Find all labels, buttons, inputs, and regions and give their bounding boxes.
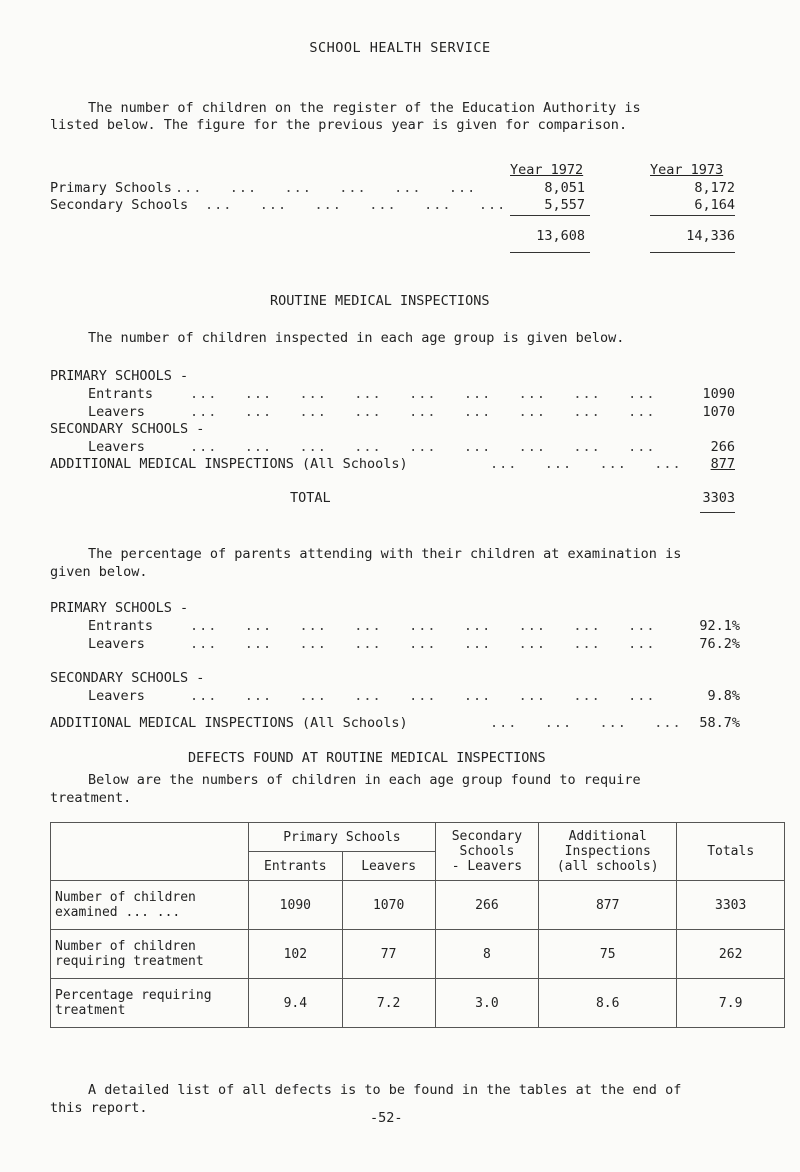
table-row [51, 979, 785, 1028]
leader-dots: ... ... ... ... [490, 456, 682, 472]
parents-intro-line-2: given below. [50, 564, 148, 580]
page-number: -52- [370, 1110, 403, 1126]
header-primary: Primary Schools [249, 823, 436, 852]
parents-sec-leavers-value: 9.8% [707, 688, 740, 704]
footer-line-2: this report. [50, 1100, 148, 1116]
inspections-primary-heading: PRIMARY SCHOOLS - [50, 368, 189, 384]
register-value-1973: 6,164 [694, 197, 735, 213]
register-value-1973: 8,172 [694, 180, 735, 196]
register-row-label: Secondary Schools [50, 197, 189, 213]
leader-dots: ... ... ... ... ... ... ... ... ... [190, 618, 656, 634]
inspections-leavers-label: Leavers [88, 404, 145, 420]
leader-dots: ... ... ... ... ... ... ... ... ... [190, 688, 656, 704]
register-total-1972: 13,608 [536, 228, 585, 244]
register-col-1972: Year 1972 [510, 162, 584, 178]
header-additional: Additional Inspections (all schools) [539, 823, 677, 881]
parents-leavers-label: Leavers [88, 636, 145, 652]
leader-dots: ... ... ... ... ... ... ... ... ... [190, 404, 656, 420]
cell-secondary: 266 [435, 881, 538, 930]
register-rule-bottom-1972 [510, 252, 590, 253]
table-row [51, 881, 785, 930]
routine-heading: ROUTINE MEDICAL INSPECTIONS [270, 293, 490, 309]
table-row [51, 930, 785, 979]
defects-heading: DEFECTS FOUND AT ROUTINE MEDICAL INSPECTIONS [188, 750, 546, 766]
inspections-leavers-value: 1070 [702, 404, 735, 420]
defects-intro-text-1: Below are the numbers of children in each age group found to require [88, 772, 641, 788]
intro-line-1: The number of children on the register of the Education Authority is [88, 100, 641, 116]
inspections-sec-leavers-label: Leavers [88, 439, 145, 455]
cell-leavers: 7.2 [342, 979, 435, 1028]
cell-totals: 7.9 [677, 979, 785, 1028]
register-rule-bottom-1973 [650, 252, 735, 253]
row-label: Number of children examined ... ... [51, 881, 249, 930]
register-col-1973: Year 1973 [650, 162, 724, 178]
footer-line-1: A detailed list of all defects is to be found in the tables at the end of [88, 1082, 682, 1098]
cell-entrants: 102 [249, 930, 342, 979]
cell-secondary: 3.0 [435, 979, 538, 1028]
leader-dots: ... ... ... ... ... ... ... ... ... [190, 386, 656, 402]
header-secondary: Secondary Schools - Leavers [435, 823, 538, 881]
cell-totals: 3303 [677, 881, 785, 930]
header-entrants: Entrants [249, 852, 342, 881]
parents-entrants-value: 92.1% [699, 618, 740, 634]
cell-additional: 877 [539, 881, 677, 930]
inspections-secondary-heading: SECONDARY SCHOOLS - [50, 421, 205, 437]
defects-table [50, 822, 785, 1028]
row-label: Percentage requiring treatment [51, 979, 249, 1028]
routine-intro: The number of children inspected in each age group is given below. [88, 330, 625, 346]
parents-additional-label: ADDITIONAL MEDICAL INSPECTIONS (All Schools) [50, 715, 408, 731]
cell-totals: 262 [677, 930, 785, 979]
header-totals: Totals [677, 823, 785, 881]
leader-dots: ... ... ... ... ... ... [175, 180, 477, 196]
leader-dots: ... ... ... ... ... ... [205, 197, 507, 213]
register-rule-top-1972 [510, 215, 590, 216]
leader-dots: ... ... ... ... ... ... ... ... ... [190, 636, 656, 652]
parents-sec-leavers-label: Leavers [88, 688, 145, 704]
inspections-additional-label: ADDITIONAL MEDICAL INSPECTIONS (All Schools) [50, 456, 408, 472]
leader-dots: ... ... ... ... [490, 715, 682, 731]
parents-intro-line-1: The percentage of parents attending with their children at examination is [88, 546, 682, 562]
cell-leavers: 77 [342, 930, 435, 979]
inspections-total-value: 3303 [702, 490, 735, 506]
register-value-1972: 5,557 [544, 197, 585, 213]
parents-secondary-heading: SECONDARY SCHOOLS - [50, 670, 205, 686]
cell-additional: 8.6 [539, 979, 677, 1028]
header-leavers: Leavers [342, 852, 435, 881]
inspections-additional-value: 877 [710, 456, 735, 472]
cell-entrants: 9.4 [249, 979, 342, 1028]
register-row-label: Primary Schools [50, 180, 172, 196]
cell-additional: 75 [539, 930, 677, 979]
inspections-sec-leavers-value: 266 [710, 439, 735, 455]
inspections-entrants-value: 1090 [702, 386, 735, 402]
register-total-1973: 14,336 [686, 228, 735, 244]
cell-entrants: 1090 [249, 881, 342, 930]
parents-leavers-value: 76.2% [699, 636, 740, 652]
defects-intro-text-2: treatment. [50, 790, 132, 806]
inspections-entrants-label: Entrants [88, 386, 154, 402]
defects-corner [51, 823, 249, 881]
parents-primary-heading: PRIMARY SCHOOLS - [50, 600, 189, 616]
inspections-total-label: TOTAL [290, 490, 331, 506]
page-title: SCHOOL HEALTH SERVICE [309, 40, 491, 56]
row-label: Number of children requiring treatment [51, 930, 249, 979]
cell-leavers: 1070 [342, 881, 435, 930]
intro-line-2: listed below. The figure for the previous year is given for comparison. [50, 117, 628, 133]
register-value-1972: 8,051 [544, 180, 585, 196]
inspections-total-rule [700, 512, 735, 513]
parents-additional-value: 58.7% [699, 715, 740, 731]
parents-entrants-label: Entrants [88, 618, 154, 634]
leader-dots: ... ... ... ... ... ... ... ... ... [190, 439, 656, 455]
cell-secondary: 8 [435, 930, 538, 979]
register-rule-top-1973 [650, 215, 735, 216]
